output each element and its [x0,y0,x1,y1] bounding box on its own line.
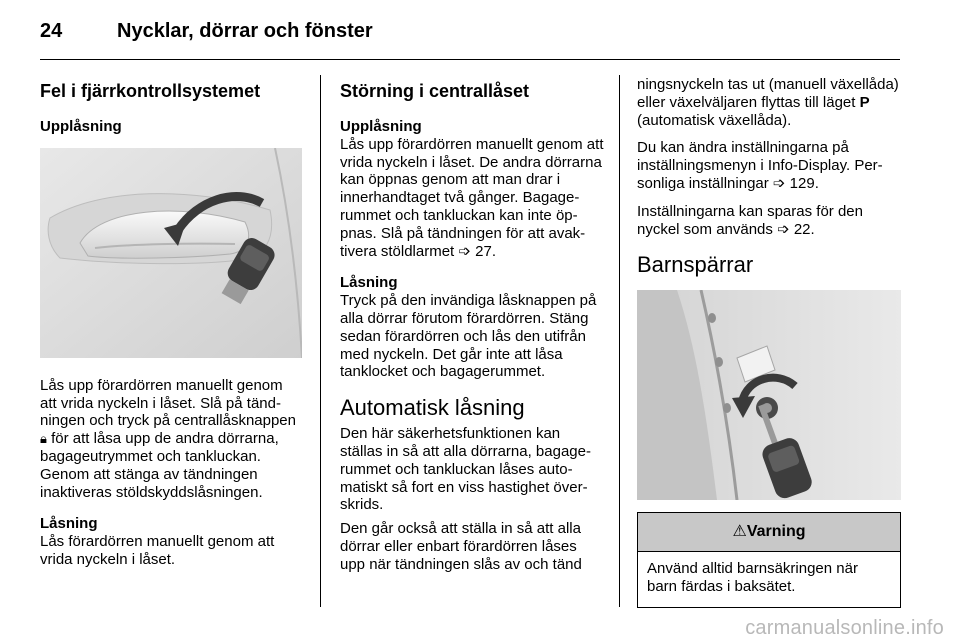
paragraph-settings [637,139,901,192]
subheading-lock-2: Låsning [340,274,398,292]
paragraph-unlock-remote [40,377,302,502]
section-heading-central-lock-fault: Störning i centrallåset [340,81,530,101]
section-heading-child-locks: Barnspärrar [637,252,754,278]
paragraph-auto-lock-1: Den här säkerhetsfunktionen kan ställas in så att alla dörrarna, bagagerummet och tankluckan låses automatiskt så fort en viss hastighet överskrids. [340,425,591,514]
gear-position-p: P [859,93,870,111]
warning-title: Varning [746,523,806,541]
paragraph-auto-lock-2: Den går också att ställa in så att alla dörrar eller enbart förardörren låses upp när tändningen slås av och tänd [340,520,582,573]
column-divider-1 [320,75,321,607]
paragraph-save-settings [637,203,901,239]
page-ref-129[interactable]: 129. [789,174,819,192]
reference-arrow: ➩ [458,242,471,260]
warning-text: Använd alltid barnsäkringen när barn färdas i baksätet. [647,560,858,596]
subheading-unlock: Upplåsning [40,118,122,135]
save-text: Inställningarna kan sparas för den nyckel som används [637,202,863,238]
unlock-text-a: Lås upp förardörren manuellt genom att vrida nyckeln i låset. Slå på tändningen och tryck på centrallåsknappen [40,376,296,430]
door-handle-key-illustration [40,148,302,358]
page-number: 24 [40,20,63,42]
paragraph-continued [637,76,901,129]
warning-triangle-icon: ⚠︎ [732,523,747,541]
continued-text-b: (automatisk växellåda). [637,111,792,129]
column-2 [340,76,604,584]
column-3 [637,76,901,608]
lock-icon: 🔒︎ [40,431,47,447]
subheading-lock: Låsning [40,515,98,533]
section-heading-remote-fault: Fel i fjärrkontrollsystemet [40,81,261,101]
subheading-unlock-2: Upplåsning [340,118,422,135]
section-heading-auto-lock: Automatisk låsning [340,395,525,421]
watermark: carmanualsonline.info [745,617,944,639]
continued-text-a: ningsnyckeln tas ut (manuell växellåda) eller växelväljaren flyttas till läget [637,76,899,111]
header-rule [40,59,900,60]
chapter-title: Nycklar, dörrar och fönster [117,20,373,42]
child-lock-illustration [637,290,901,500]
unlock-central-text: Lås upp förardörren manuellt genom att vrida nyckeln i låset. De andra dörrarna kan öppnas genom att man drar i innerhandtaget två gånger. Bagagerummet och tankluckan kan inte öppnas. Slå på tändningen för att avaktivera stöldlarmet [340,135,604,260]
paragraph-lock-central: Tryck på den invändiga låsknappen på alla dörrar förutom förardörren. Stäng sedan förardörren och lås den utifrån med nyckeln. Det går inte att låsa tanklocket och bagagerummet. [340,292,597,381]
warning-header [638,513,900,552]
column-1 [40,76,302,579]
unlock-text-b: för att låsa upp de andra dörrarna, bagageutrymmet och tankluckan. Genom att stänga av tändningen inaktiveras stöldskyddslåsningen. [40,430,279,501]
warning-box [637,512,901,608]
paragraph-unlock-central [340,136,604,261]
page-ref-22[interactable]: 22. [793,220,815,238]
paragraph-lock-remote: Lås förardörren manuellt genom att vrida nyckeln i låset. [40,533,275,568]
settings-text: Du kan ändra inställningarna på inställningsmenyn i Info-Display. Personliga inställningar [637,139,883,192]
reference-arrow: ➩ [777,220,790,238]
reference-arrow: ➩ [772,174,786,192]
page-ref-27[interactable]: 27. [475,242,496,260]
column-divider-2 [619,75,620,607]
